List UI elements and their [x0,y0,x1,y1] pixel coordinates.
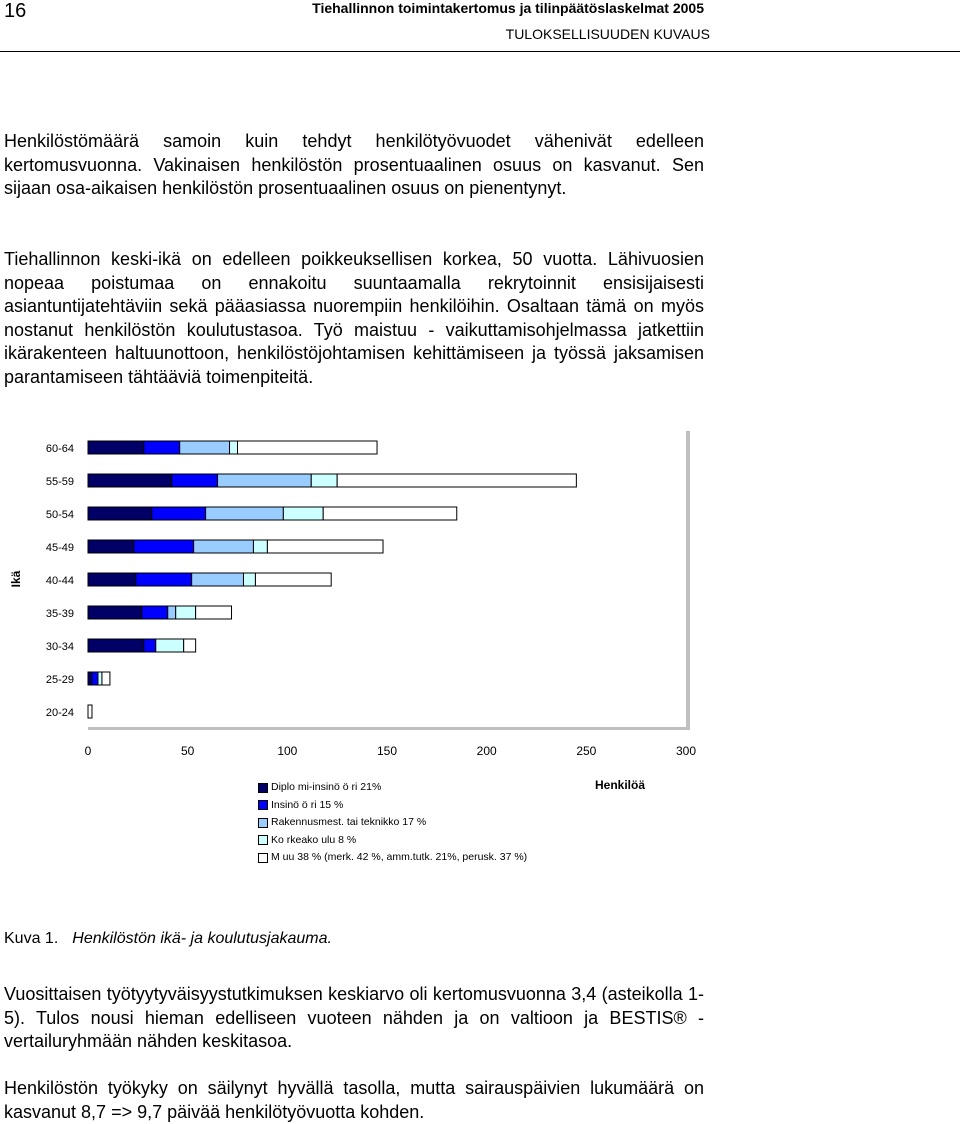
legend-label: Rakennusmest. tai teknikko 17 % [271,816,427,828]
bar-55-59-series-1 [88,474,172,487]
document-title: Tiehallinnon toimintakertomus ja tilinpäätöslaskelmat 2005 [312,0,704,16]
legend-swatch [258,853,268,863]
bar-45-49-series-4 [253,540,267,553]
section-title: TULOKSELLISUUDEN KUVAUS [505,26,710,42]
paragraph-work-ability: Henkilöstön työkyky on säilynyt hyvällä tasolla, mutta sairauspäivien lukumäärä on kasvanut 8,7 => 9,7 päivää henkilötyövuotta kohden. [4,1078,704,1122]
bar-30-34-series-1 [88,639,144,652]
bar-35-39-series-1 [88,606,142,619]
y-tick-label: 35-39 [45,608,74,620]
legend-item [258,849,527,867]
paragraph-average-age: Tiehallinnon keski-ikä on edelleen poikkeuksellisen korkea, 50 vuotta. Lähivuosien nopeaa poistumaa on ennakoitu suuntaamalla rekrytoinnit ensisijaisesti asiantuntijatehtäviin sekä pääasiassa nuorempiin henkilöihin. Osaltaan tämä on myös nostanut henkilöstön koulutustasoa. Työ maistuu - vaikuttamisohjelmassa jatkettiin ikärakenteen haltuunottoon, henkilöstöjohtamisen kehittämiseen ja työssä jaksamisen parantamiseen tähtääviä toimenpiteitä. [4,249,704,387]
x-tick-label: 250 [576,744,597,758]
x-tick-label: 0 [84,744,92,758]
y-tick-label: 40-44 [45,575,74,587]
bar-35-39-series-2 [142,606,168,619]
bar-45-49-series-5 [267,540,383,553]
paragraph-staff-count: Henkilöstömäärä samoin kuin tehdyt henkilötyövuodet vähenivät edelleen kertomusvuonna. Vakinaisen henkilöstön prosentuaalinen osuus on kasvanut. Sen sijaan osa-aikaisen henkilöstön prosentuaalinen osuus on pienentynyt. [4,131,704,198]
bar-25-29-series-2 [92,672,98,685]
bar-50-54-series-2 [152,507,206,520]
bar-35-39-series-3 [168,606,176,619]
bar-55-59-series-2 [172,474,218,487]
x-tick-label: 200 [476,744,497,758]
legend-label: Insinö ö ri 15 % [271,798,344,811]
bar-50-54-series-4 [283,507,323,520]
paragraph-satisfaction: Vuosittaisen työtyytyväisyystutkimuksen keskiarvo oli kertomusvuonna 3,4 (asteikolla 1-5). Tulos nousi hieman edelliseen vuoteen nähden ja on valtioon ja BESTIS® -vertailuryhmään nähden keskitasoa. [4,984,704,1051]
legend-label: Diplo mi-insinö ö ri 21% [271,781,382,793]
bar-60-64-series-1 [88,441,144,454]
bar-45-49-series-3 [194,540,254,553]
bar-55-59-series-3 [218,474,312,487]
chart-legend [258,779,527,867]
bar-25-29-series-5 [102,672,110,685]
bar-30-34-series-5 [184,639,196,652]
x-tick-label: 100 [277,744,298,758]
legend-item [258,814,527,832]
figure-caption [4,930,332,948]
y-tick-label: 30-34 [45,641,74,653]
bar-60-64-series-2 [144,441,180,454]
bar-35-39-series-5 [196,606,232,619]
legend-swatch [258,835,268,845]
bar-50-54-series-5 [323,507,457,520]
y-tick-label: 50-54 [45,509,74,521]
y-tick-label: 45-49 [45,542,74,554]
y-tick-label: 55-59 [45,476,74,488]
legend-label: M uu 38 % (merk. 42 %, amm.tutk. 21%, perusk. 37 %) [271,851,528,863]
y-tick-label: 60-64 [45,443,74,455]
legend-item [258,832,527,850]
bar-45-49-series-1 [88,540,134,553]
page-number: 16 [4,0,27,22]
bar-40-44-series-3 [192,573,244,586]
legend-item [258,797,527,815]
y-axis-title: Ikä [9,570,23,588]
header-rule [0,51,960,52]
bar-25-29-series-1 [88,672,92,685]
bar-60-64-series-5 [238,441,378,454]
bar-55-59-series-5 [337,474,576,487]
y-tick-label: 20-24 [45,707,74,719]
legend-swatch [258,818,268,828]
legend-item [258,779,527,797]
bar-60-64-series-3 [180,441,230,454]
bar-25-29-series-4 [98,672,102,685]
bar-40-44-series-2 [136,573,192,586]
caption-label: Kuva 1. [4,930,59,947]
x-tick-label: 150 [376,744,398,758]
age-education-chart [0,425,720,775]
y-tick-label: 25-29 [45,674,74,686]
x-axis-title: Henkilöä [595,778,646,792]
bar-45-49-series-2 [134,540,194,553]
bar-50-54-series-1 [88,507,152,520]
legend-swatch [258,800,268,810]
bar-30-34-series-4 [156,639,184,652]
caption-text: Henkilöstön ikä- ja koulutusjakauma. [72,930,332,947]
bar-55-59-series-4 [311,474,337,487]
bar-30-34-series-2 [144,639,156,652]
bar-35-39-series-4 [176,606,196,619]
legend-label: Ko rkeako ulu 8 % [271,833,357,846]
bar-20-24-series-5 [88,705,92,718]
bar-40-44-series-4 [243,573,255,586]
legend-swatch [258,783,268,793]
bar-40-44-series-1 [88,573,136,586]
bar-60-64-series-4 [230,441,238,454]
bar-50-54-series-3 [206,507,284,520]
bar-40-44-series-5 [255,573,331,586]
x-tick-label: 300 [675,744,697,758]
x-tick-label: 50 [180,744,195,758]
